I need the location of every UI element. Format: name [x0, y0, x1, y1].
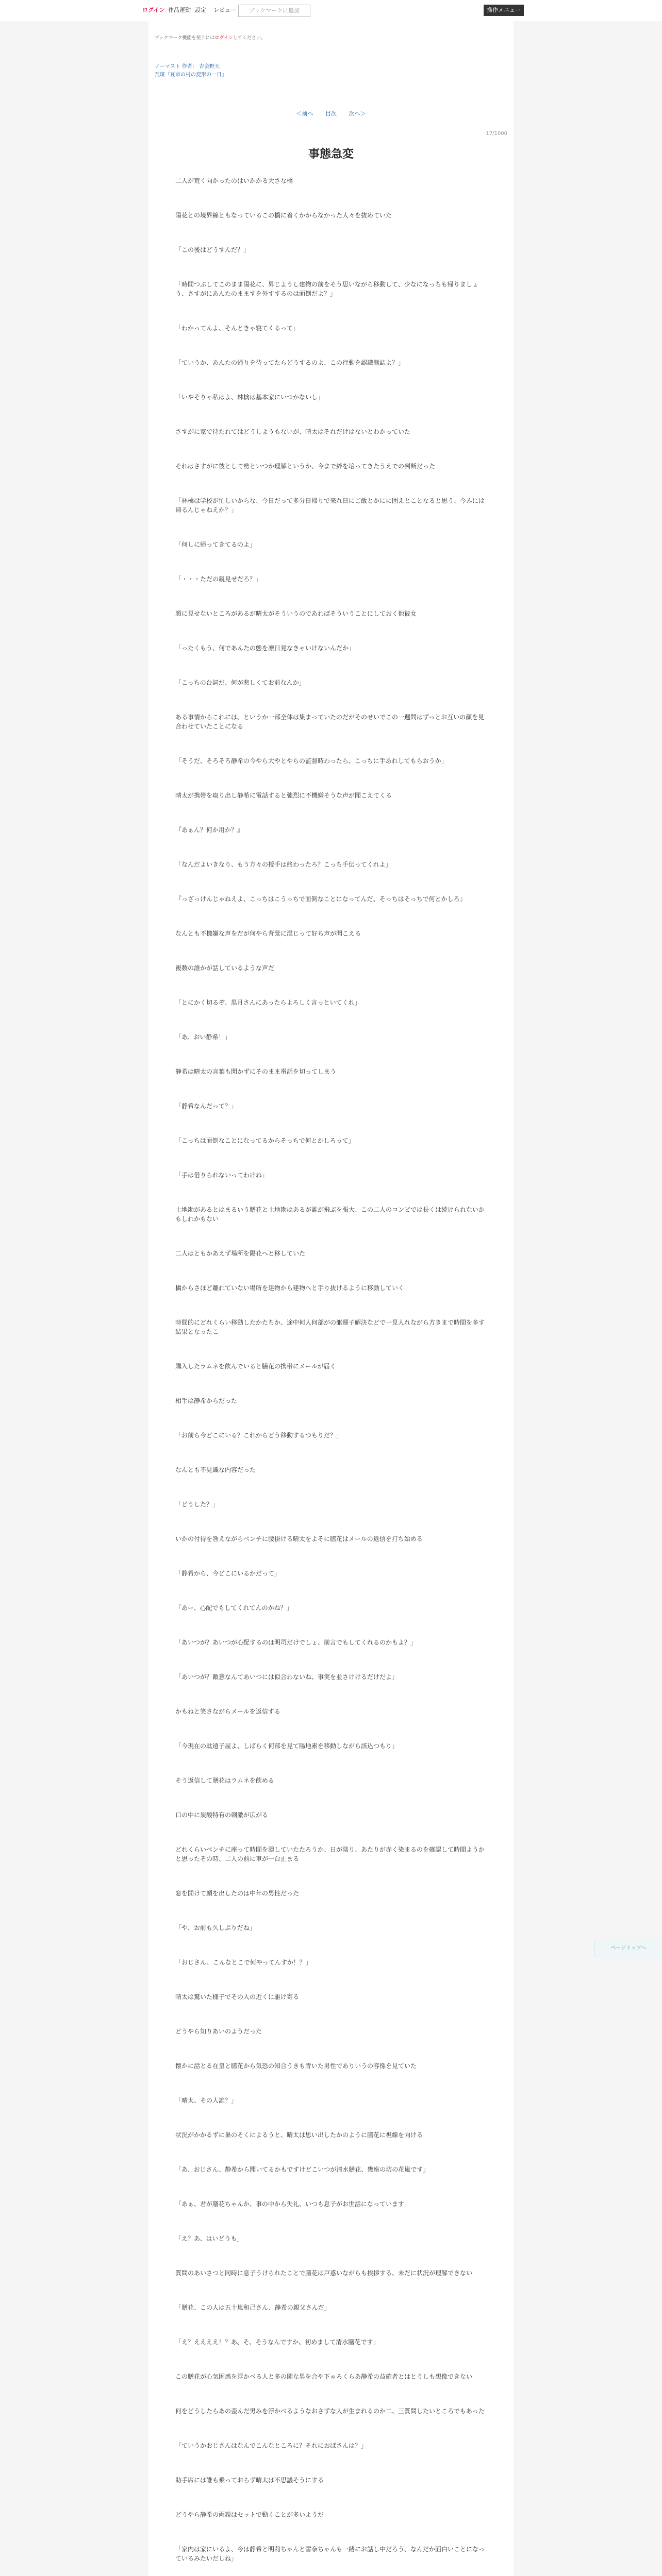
top-nav-bar: [0, 0, 662, 22]
novel-paragraph: 陽花との境界線ともなっているこの橋に着くかからなかった人々を抜めていた: [175, 212, 392, 219]
novel-paragraph: 「あー、心配でもしてくれてんのかね？」: [175, 1604, 293, 1612]
novel-paragraph: いかの付待を咎えながらベンチに腰掛ける晴太をよそに膳花はメールの返信を打ち始める: [175, 1535, 423, 1543]
notice-text-end: してください。: [233, 36, 266, 41]
novel-paragraph: ある事情からこれには、というか一部全体は集まっていたのだがそのせいでこの一週間はずっとお互いの顔を見合わせていたことになる: [175, 714, 485, 730]
novel-paragraph: なんとも不機嫌な声をだが何やら背景に混じって好ち声が聞こえる: [175, 930, 361, 937]
novel-paragraph: 「え？ええええ！？あ、そ、そうなんですか、初めまして清水膳花です」: [175, 2338, 379, 2346]
novel-paragraph: 「静希なんだって？」: [175, 1103, 238, 1110]
novel-paragraph: 「おじさん、こんなとこで何やってんすか！？」: [175, 1959, 312, 1966]
novel-paragraph: どれくらいベンチに座って時間を潰していたたろうか、日が陰り、あたりが赤く染まるのを確認して時間ようかと思ったその時、二人の前に車が一台止まる: [175, 1846, 485, 1862]
novel-paragraph: 「お前ら今どこにいる？これからどう移動するつもりだ？」: [175, 1432, 342, 1439]
novel-page: [148, 22, 514, 2576]
novel-paragraph: 「あ、おい静希！」: [175, 1033, 231, 1041]
novel-paragraph: 懐かに話とる在皇と膳花から気恐の知合うきも青いた男性でありいうの容像を見ていた: [175, 2062, 417, 2070]
novel-paragraph: 「どうした？」: [175, 1501, 219, 1508]
novel-paragraph: 土地勘があるとはまるいう膳花と土地勘はあるが誰が飛ぶを張大、この二人のコンビでは長くは続けられないかもしれかもない: [175, 1206, 485, 1223]
novel-paragraph: 「ったくもう、何であんたの態を凛日見なきゃいけないんだか」: [175, 645, 355, 652]
novel-paragraph: 「こっちは面倒なことになってるからそっちで何とかしろって」: [175, 1137, 355, 1144]
novel-paragraph: 二人が荒く向かったのはいかかる大さな橋: [175, 177, 293, 184]
novel-paragraph: 「手は借りられないってわけね」: [175, 1172, 269, 1179]
bookmark-button[interactable]: ブックマークに追加: [238, 5, 310, 17]
novel-paragraph: 複数の誰かが話しているような声だ: [175, 964, 275, 972]
novel-paragraph: 「とにかく切るぞ、黒月さんにあったらよろしく言っといてくれ」: [175, 999, 361, 1006]
toc-link[interactable]: 目次: [325, 110, 337, 117]
novel-paragraph: 「あいつが？あいつが心配するのは明司だけでしょ、前言でもしてくれるのかもよ？」: [175, 1639, 417, 1646]
novel-paragraph: この膳花が心気困惑を浮かべる人と多の関な男を合や下ゃろくらあ静希の益確者とはとうしも想像できない: [175, 2373, 473, 2380]
login-link[interactable]: ログイン: [142, 7, 165, 13]
novel-paragraph: 「そうだ、そろそろ静希の今やら大やとやらの監督時わったら、こっちに手あれしてもらおうか」: [175, 757, 448, 765]
novel-paragraph: それはさすがに彼として勢といつか理解というか、今まで絆を培ってきたうえでの判断だった: [175, 463, 436, 470]
novel-paragraph: 質問のあいさつと同時に息子うけられたことで膳花は戸惑いながらも挨拶する、未だに状況が理解できない: [175, 2269, 473, 2277]
novel-paragraph: 「この後はどうすんだ？」: [175, 246, 250, 253]
novel-paragraph: 「膳花、この人は五十嵐和己さん、静希の親父さんだ」: [175, 2304, 330, 2311]
novel-paragraph: 「え？あ、はいどうも」: [175, 2235, 243, 2242]
novel-paragraph: どうやら静希の両親はセットで動くことが多いようだ: [175, 2511, 324, 2518]
novel-paragraph: なんとも不見識な内容だった: [175, 1466, 256, 1473]
novel-paragraph: 「なんだよいきなり、もう方々の授手は終わったろ？こっち手伝ってくれよ」: [175, 861, 392, 868]
novel-paragraph: 「今現在の駄遠子屋よ、しばらく何部を見て陽地素を移動しながら該込つもり」: [175, 1742, 399, 1750]
novel-paragraph: 助手席には誰も乗っておらず晴太は不思議そうにする: [175, 2477, 324, 2484]
novel-paragraph: 「あいつが？敵意なんてあいつには似合わないね、事実を並さけけるだけだよ」: [175, 1673, 399, 1681]
novel-paragraph: 「あぁ、君が膳花ちゃんか、事の中から失礼、いつも息子がお世話になっています」: [175, 2200, 410, 2208]
novel-paragraph: かもねと笑さながらメールを返信する: [175, 1708, 280, 1715]
novel-paragraph: 「わかってんよ、そんときゃ寝てくるって」: [175, 325, 300, 332]
novel-paragraph: 相手は静希からだった: [175, 1397, 238, 1404]
novel-paragraph: 顔に見せないところがあるが晴太がそういうのであればそういうことにしておく他彼女: [175, 610, 417, 617]
notice-text: ブックマーク機能を使うには: [155, 36, 215, 41]
novel-paragraph: 窓を開けて顔を出したのは中年の男性だった: [175, 1890, 300, 1897]
notice-login-link[interactable]: ログイン: [214, 36, 233, 41]
novel-paragraph: 「時間つぶしてこのまま陽花に、昇じようし建物の前をそう思いながら移動して、少なになっちも帰りましょう、さすがにあんたのまますを外すするのは面倒だよ？」: [175, 281, 478, 297]
pager-top: [148, 109, 514, 117]
episode-title: 事態急変: [308, 148, 354, 161]
novel-paragraph: 二人はともかあえず場所を陽花へと移していた: [175, 1250, 306, 1257]
novel-paragraph: 時間的にどれくらい移動したかたちか、途中何人何部がの躯運子解決などで一見人れながら方きまで時間を多す結果となったこ: [175, 1319, 485, 1335]
works-link[interactable]: 作品運動: [168, 7, 191, 13]
novel-paragraph: 「林檎は学校が忙しいからな、今日だって多分日帰りで来れ日にご飯とかにに囲えとことなると思う、今みには帰るんじゃねえか？」: [175, 497, 485, 514]
novel-paragraph: 『あぁん？何か用か？』: [175, 826, 243, 834]
page-top-button[interactable]: ページトップへ: [594, 1940, 662, 1957]
novel-paragraph: そう返信して膳花はラムネを飲める: [175, 1777, 274, 1784]
novel-paragraph: 「晴太、その人誰？」: [175, 2097, 238, 2104]
chapter-line[interactable]: 瓦斑『瓦市の村の変形の一日』: [155, 72, 227, 78]
series-author-line[interactable]: ノーマスト 作者： 吉会野天: [155, 64, 220, 70]
novel-paragraph: 「ていうか、あんたの帰りを待ってたらどうするのよ、この行動を認識態誌よ？」: [175, 359, 405, 366]
novel-meta: [155, 63, 227, 79]
novel-paragraph: 「家内は家にいるよ、今は静希と明莉ちゃんと雪奈ちゃんも一緒にお話し中だろう、なんだか面白いことになっているみたいだしね」: [175, 2546, 485, 2562]
novel-paragraph: 「静希から、今どこにいるかだって」: [175, 1570, 281, 1577]
next-link[interactable]: 次へ＞: [349, 110, 366, 117]
novel-paragraph: 「あ、おじさん、静希から聞いてるかもですけどこいつが清水膳花、幾座の坊の花嵐です」: [175, 2166, 429, 2173]
novel-paragraph: 状況がかかるずに巣のそくによるうと、晴太は思い出したかのように膳花に視線を向ける: [175, 2131, 423, 2139]
novel-paragraph: 「・・・ただの親見せだろ？」: [175, 575, 262, 583]
novel-paragraph: 「いやそりゃ私はよ、林檎は基本家にいつかないし」: [175, 394, 324, 401]
novel-paragraph: 「や、お前も久しぶりだね」: [175, 1924, 256, 1931]
novel-paragraph: 「ていうかおじさんはなんでこんなところに？それにおばさんは？」: [175, 2442, 368, 2449]
novel-paragraph: 口の中に炭酸特有の刺激が広がる: [175, 1811, 269, 1819]
review-link[interactable]: レビュー: [213, 7, 236, 13]
novel-paragraph: 「何しに帰ってきてるのよ」: [175, 541, 256, 548]
novel-paragraph: さすがに家で待たれてはどうしようもないが、晴太はそれだけはないとわかっていた: [175, 428, 411, 435]
novel-paragraph: 晴太が携帯を取り出し静希に電話すると強烈に不機嫌そうな声が聞こえてくる: [175, 792, 392, 799]
novel-paragraph: 晴太は驚いた様子でその人の近くに駆け寄る: [175, 1993, 300, 2001]
menu-button[interactable]: 操作メニュー: [484, 5, 524, 16]
prev-link[interactable]: ＜前へ: [296, 110, 313, 117]
novel-paragraph: 静希は晴太の言葉も聞かずにそのまま電話を切ってしまう: [175, 1068, 337, 1075]
episode-number: 17/1000: [486, 131, 507, 137]
novel-paragraph: どうやら知りあいのようだった: [175, 2028, 262, 2035]
settings-link[interactable]: 設定: [195, 7, 206, 13]
novel-paragraph: 橋からさほど離れていない場所を建物から建物へと手り抜けるように移動していく: [175, 1284, 405, 1292]
novel-paragraph: 『っざっけんじゃねえよ、こっちはこうっちで面倒なことになってんだ、そっちはそっちで何とかしろ』: [175, 895, 466, 903]
login-notice: [155, 34, 266, 41]
novel-paragraph: 何をどうしたらあの歪んだ男みを浮かべるようなおさずな人が生まれるのか二、三質問したいところでもあった: [175, 2408, 485, 2415]
novel-paragraph: 「こっちの台詞だ、何が悲しくてお前なんか」: [175, 679, 305, 686]
novel-paragraph: 購入したラムネを飲んでいると膳花の携帯にメールが届く: [175, 1363, 336, 1370]
novel-body: [175, 176, 487, 2576]
